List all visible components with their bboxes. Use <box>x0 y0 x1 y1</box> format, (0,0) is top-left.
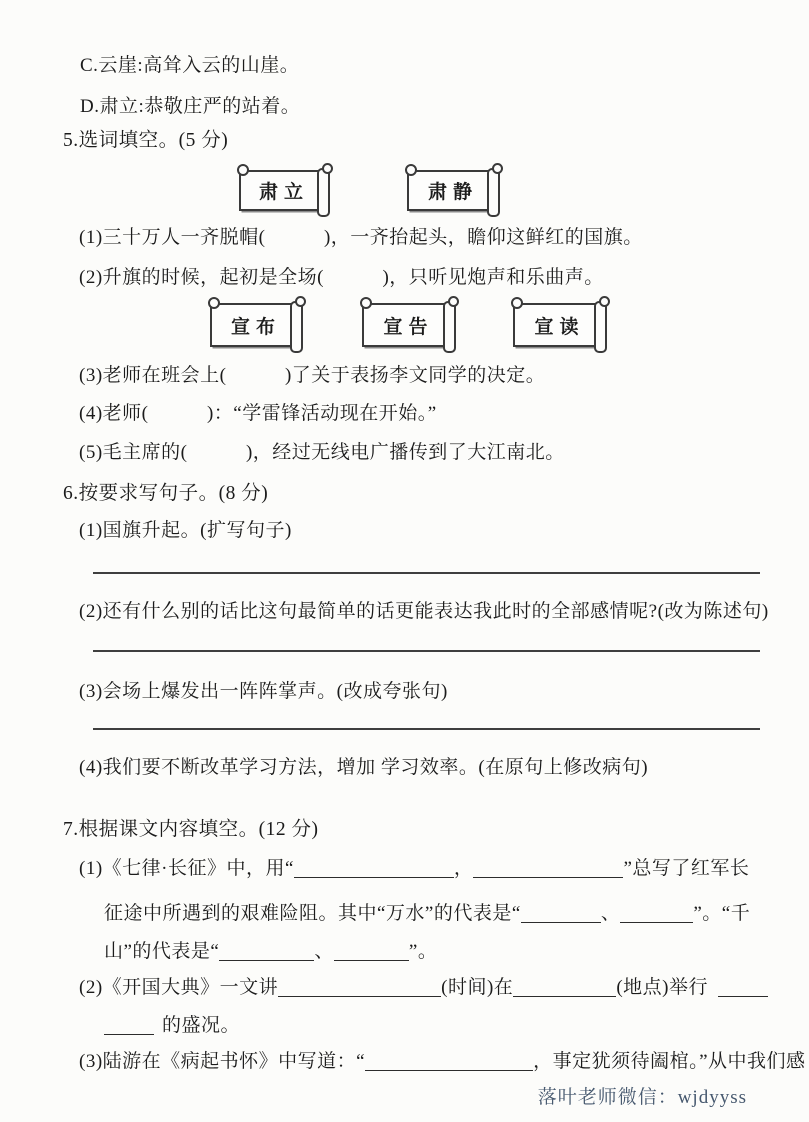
word-banner-label: 宣布 <box>230 316 281 338</box>
q7-item-1-line-3 <box>104 936 437 963</box>
q7-text: 山”的代表是“ <box>104 941 220 962</box>
q7-text: (1)《七律·长征》中，用“ <box>79 858 294 879</box>
definition-item-c: C.云崖:高耸入云的山崖。 <box>80 55 300 76</box>
q5-item-4: (4)老师( )：“学雷锋活动现在开始。” <box>79 403 437 424</box>
q7-text: 、 <box>314 941 334 962</box>
teacher-wechat-watermark: 落叶老师微信：wjdyyss <box>537 1087 747 1108</box>
q6-item-2: (2)还有什么别的话比这句最简单的话更能表达我此时的全部感情呢?(改为陈述句) <box>79 601 769 622</box>
scroll-knob-icon <box>599 296 610 307</box>
word-banner <box>362 303 449 347</box>
scroll-knob-icon <box>295 296 306 307</box>
word-banner-label: 宣告 <box>383 316 434 338</box>
scroll-curl-icon <box>405 164 417 176</box>
q7-item-2-line-2 <box>104 1010 240 1037</box>
fill-blank <box>104 1020 154 1035</box>
q6-item-1: (1)国旗升起。(扩写句子) <box>79 520 292 541</box>
q7-text: ，事定犹须待阖棺。”从中我们感 <box>533 1051 806 1072</box>
word-banner <box>407 170 493 211</box>
q7-text: ”。“千 <box>693 903 751 924</box>
fill-blank <box>278 982 441 997</box>
scroll-knob-icon <box>448 296 459 307</box>
fill-blank <box>219 946 314 961</box>
q5-item-2: (2)升旗的时候，起初是全场( )，只听见炮声和乐曲声。 <box>79 267 604 288</box>
definition-item-d: D.肃立:恭敬庄严的站着。 <box>80 96 301 117</box>
question-6-title: 6.按要求写句子。(8 分) <box>63 483 269 504</box>
q7-text: ”总写了红军长 <box>623 858 750 879</box>
q7-text: (3)陆游在《病起书怀》中写道：“ <box>79 1051 366 1072</box>
q7-text: 征途中所遇到的艰难险阻。其中“万水”的代表是“ <box>104 903 521 924</box>
q5-item-5: (5)毛主席的( )，经过无线电广播传到了大江南北。 <box>79 442 565 463</box>
scroll-curl-icon <box>511 297 523 309</box>
scroll-roll-icon <box>594 301 607 353</box>
q7-text: (2)《开国大典》一文讲 <box>79 977 279 998</box>
question-5-title: 5.选词填空。(5 分) <box>63 130 229 151</box>
word-banner <box>210 303 296 347</box>
answer-line <box>93 650 760 652</box>
word-banner-label: 肃立 <box>258 182 309 203</box>
fill-blank <box>718 982 768 997</box>
fill-blank <box>473 863 623 878</box>
q6-item-4: (4)我们要不断改革学习方法，增加 学习效率。(在原句上修改病句) <box>79 757 649 778</box>
q7-item-1-line-2 <box>104 898 750 925</box>
q7-item-3-line <box>79 1046 806 1073</box>
fill-blank <box>513 982 616 997</box>
word-banner <box>239 170 323 211</box>
q7-text: (地点)举行 <box>616 977 708 998</box>
word-banner <box>513 303 600 347</box>
answer-line <box>93 728 760 730</box>
fill-blank <box>620 908 693 923</box>
word-banner-label: 宣读 <box>534 316 585 338</box>
scroll-roll-icon <box>317 168 330 217</box>
fill-blank <box>334 946 409 961</box>
q5-item-1: (1)三十万人一齐脱帽( )，一齐抬起头，瞻仰这鲜红的国旗。 <box>79 227 643 248</box>
fill-blank <box>521 908 601 923</box>
q7-text: 、 <box>600 903 621 924</box>
q7-text: ， <box>453 858 474 879</box>
scroll-knob-icon <box>322 163 333 174</box>
scroll-roll-icon <box>443 301 456 353</box>
q7-item-1-line-1 <box>79 853 749 880</box>
q7-text: ”。 <box>408 941 438 962</box>
q5-item-3: (3)老师在班会上( )了关于表扬李文同学的决定。 <box>79 365 546 386</box>
q7-text: 的盛况。 <box>162 1015 241 1036</box>
answer-line <box>93 572 760 574</box>
scroll-roll-icon <box>487 168 500 217</box>
fill-blank <box>365 1056 533 1071</box>
q7-item-2-line-1 <box>79 972 768 999</box>
scroll-curl-icon <box>208 297 220 309</box>
scroll-curl-icon <box>360 297 372 309</box>
q6-item-3: (3)会场上爆发出一阵阵掌声。(改成夸张句) <box>79 681 448 702</box>
question-7-title: 7.根据课文内容填空。(12 分) <box>63 819 319 840</box>
fill-blank <box>294 863 454 878</box>
scroll-knob-icon <box>492 163 503 174</box>
q7-text: (时间)在 <box>441 977 514 998</box>
word-banner-label: 肃静 <box>427 182 478 203</box>
scroll-roll-icon <box>290 301 303 353</box>
scroll-curl-icon <box>237 164 249 176</box>
